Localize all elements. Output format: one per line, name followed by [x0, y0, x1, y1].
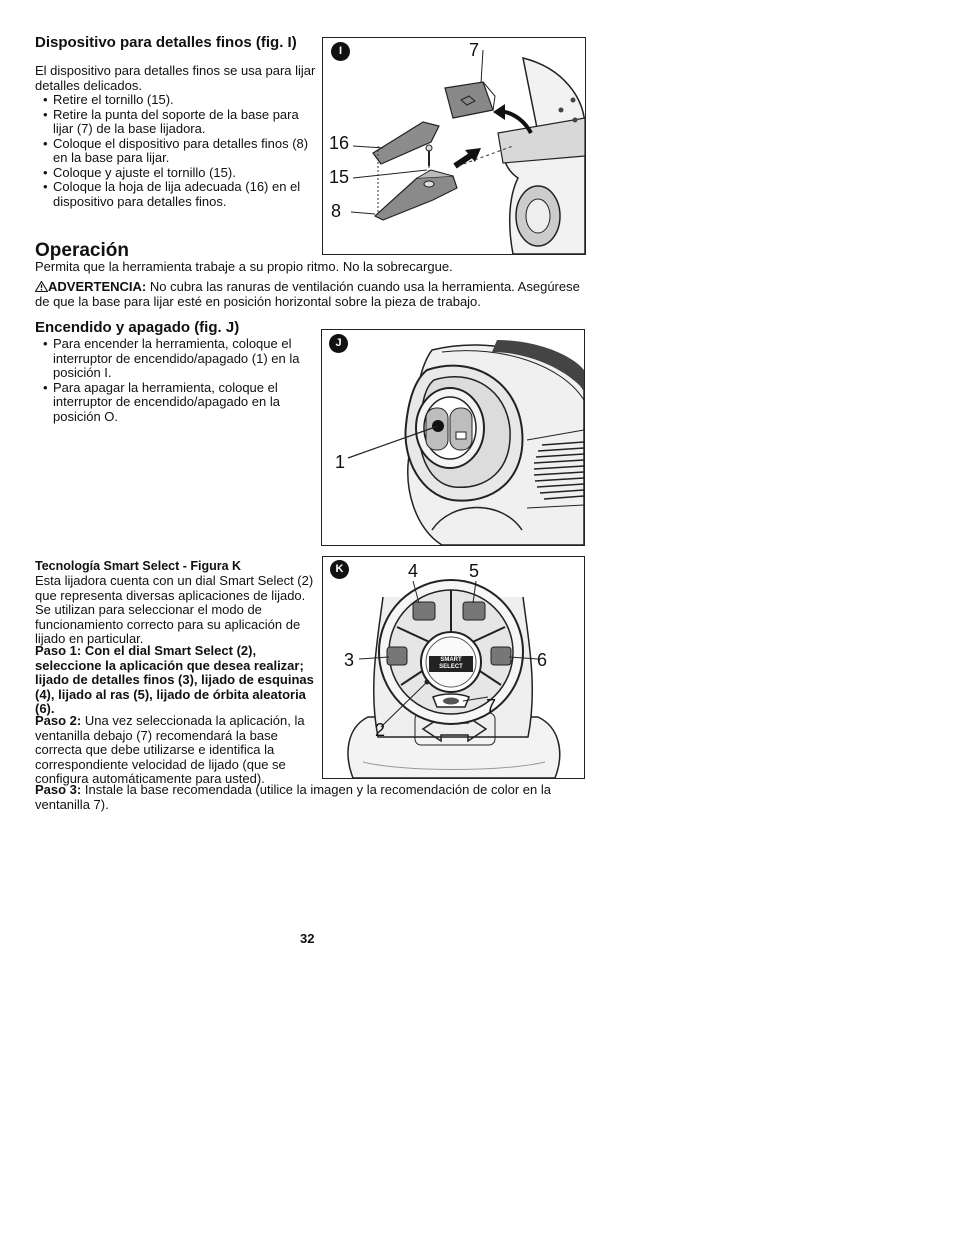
list-item: • Para apagar la herramienta, coloque el interruptor de encendido/apagado en la posición O. [43, 379, 280, 424]
figure-i [322, 37, 586, 255]
smart-intro: Esta lijadora cuenta con un dial Smart Select (2) que representa diversas aplicaciones de lijado. Se utilizan para seleccionar el modo de funcionamiento correcto para su aplicación de lijado en particular. [35, 573, 314, 646]
list-item: • Para encender la herramienta, coloque el interruptor de encendido/apagado (1) en la posición I. [43, 336, 300, 380]
list-item: • Coloque el dispositivo para detalles finos (8) en la base para lijar. [43, 135, 309, 165]
figure-k [322, 556, 585, 779]
figure-j-illustration [322, 330, 584, 545]
callout-3: 3 [344, 650, 355, 670]
callout-15: 15 [329, 167, 350, 187]
figure-j [321, 329, 585, 546]
warning-label: ADVERTENCIA: [48, 279, 147, 294]
step2-text: Una vez seleccionada la aplicación, la ventanilla debajo (7) recomendará la base correcta que debe utilizarse e identifica la correspondiente velocidad de lijado (que se configura automáticamente para usted). [35, 713, 305, 786]
callout-7: 7 [469, 40, 480, 60]
warning-triangle-icon [35, 281, 48, 292]
smart-step3 [35, 783, 590, 812]
callout-4: 4 [408, 561, 419, 581]
callout-8: 8 [331, 201, 342, 221]
smart-step1: Paso 1: Con el dial Smart Select (2), seleccione la aplicación que desea realizar; lijado de detalles finos (3), lijado de esquinas (4), lijado al ras (5), lijado de órbita aleatoria (6). [35, 643, 314, 716]
callout-6: 6 [537, 650, 548, 670]
step3-label: Paso 3: [35, 782, 82, 797]
step2-label: Paso 2: [35, 713, 82, 728]
callout-2: 2 [375, 720, 386, 740]
dial-logo: SMART SELECT [439, 657, 463, 670]
operation-heading: Operación [35, 240, 129, 261]
figure-badge: K [330, 560, 349, 579]
operation-intro: Permita que la herramienta trabaje a su propio ritmo. No la sobrecargue. [35, 259, 453, 274]
smart-step2 [35, 714, 318, 787]
list-item: • Coloque y ajuste el tornillo (15). [43, 164, 236, 180]
smart-heading: Tecnología Smart Select - Figura K [35, 559, 242, 573]
callout-7: 7 [486, 696, 497, 716]
figure-badge: I [331, 42, 350, 61]
figure-badge: J [329, 334, 348, 353]
switch-bullet-list [35, 337, 320, 424]
switch-heading: Encendido y apagado (fig. J) [35, 319, 240, 336]
warning-paragraph [35, 280, 585, 309]
list-item: • Retire la punta del soporte de la base para lijar (7) de la base lijadora. [43, 106, 299, 136]
callout-1: 1 [335, 452, 346, 472]
callout-5: 5 [469, 561, 480, 581]
callout-16: 16 [329, 133, 350, 153]
step3-text: Instale la base recomendada (utilice la imagen y la recomendación de color en la ventanilla 7). [35, 782, 551, 812]
list-item: • Coloque la hoja de lija adecuada (16) en el dispositivo para detalles finos. [43, 179, 301, 209]
detail-heading: Dispositivo para detalles finos (fig. I) [35, 34, 297, 51]
detail-intro: El dispositivo para detalles finos se usa para lijar detalles delicados. [35, 63, 316, 93]
list-item: • Retire el tornillo (15). [43, 92, 174, 107]
detail-bullet-list [35, 93, 320, 209]
warning-text: No cubra las ranuras de ventilación cuando usa la herramienta. Asegúrese de que la base para lijar esté en posición horizontal sobre la pieza de trabajo. [35, 279, 580, 309]
figure-i-illustration [323, 38, 585, 254]
page-number: 32 [300, 931, 315, 946]
